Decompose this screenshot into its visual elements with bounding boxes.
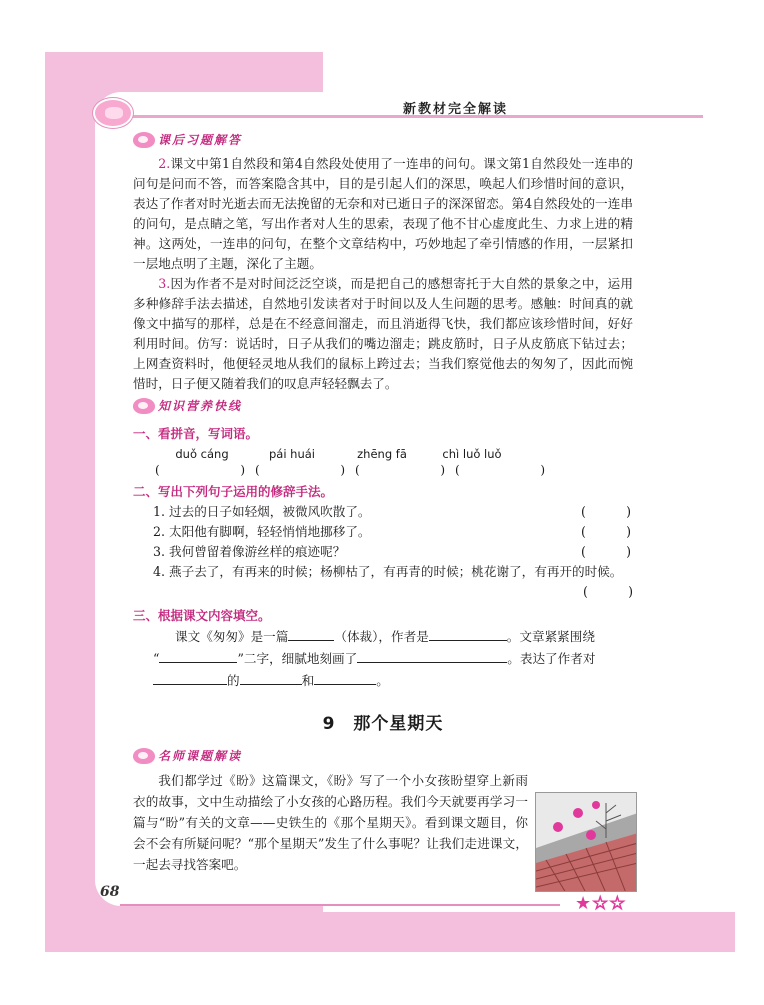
lesson-title: 9 那个星期天: [322, 714, 444, 734]
answer-paragraph-2: 2.课文中第1自然段和第4自然段处使用了一连串的问句。课文第1自然段处一连串的问句是问而不答，而答案隐含其中，目的是引起人们的深思，唤起人们珍惜时间的意识，表达了作者对时光逝去而无法挽留的无奈和对已逝日子的深深留恋。第4自然段处的一连串的问句，是点睛之笔，写出作者对人生的思索，表现了他不甘心虚度此生、力求上进的精神。这两处，一连串的问句，在整个文章结构中，巧妙地起了牵引情感的作用，一层紧扣一层地点明了主题，深化了主题。: [133, 156, 633, 271]
mascot-icon: [133, 748, 155, 764]
star-icon: ☆: [592, 893, 610, 914]
star-icon: ☆: [609, 893, 627, 914]
lesson-intro-text: 我们都学过《盼》这篇课文，《盼》写了一个小女孩盼望穿上新雨衣的故事，文中生动描绘了小女孩的心路历程。我们今天就要再学习一篇与“盼”有关的文章——史铁生的《那个星期天》。看到课文题目，你会不会有所疑问呢？“那个星期天”发生了什么事呢？让我们走进课文，一起去寻找答案吧。: [133, 773, 528, 872]
section-badge-teacher: 名师课题解读: [133, 746, 242, 766]
star-icon: ★: [575, 893, 593, 914]
question-1-heading: 一、看拼音，写词语。: [133, 426, 259, 441]
answer-blank[interactable]: ( ): [581, 524, 631, 539]
fill-blank[interactable]: [240, 671, 302, 685]
fill-blank[interactable]: [314, 671, 376, 685]
answer-blank[interactable]: ( ): [455, 463, 545, 477]
page-frame-bottom: [45, 912, 735, 952]
answer-blank[interactable]: ( ): [581, 504, 631, 519]
pinyin-item: chì luǒ luǒ: [442, 447, 502, 461]
page-content: [133, 128, 633, 875]
lesson-intro: [133, 770, 633, 875]
answer-blank-row: [155, 462, 545, 478]
pinyin-item: duǒ cáng: [175, 447, 229, 461]
difficulty-stars: [575, 893, 626, 914]
section-badge-knowledge: 知识营养快线: [133, 396, 242, 416]
rhetoric-sentence: 2. 太阳他有脚啊，轻轻悄悄地挪移了。 ( ): [153, 522, 631, 542]
section-badge-after-class: 课后习题解答: [133, 130, 242, 150]
header-title: 新教材完全解读: [403, 102, 509, 117]
rooftop-illustration-icon: [536, 793, 637, 892]
fill-blank[interactable]: [153, 671, 227, 685]
answer-blank[interactable]: ( ): [583, 584, 633, 599]
fill-blank[interactable]: [429, 627, 507, 641]
answer-blank[interactable]: ( ): [581, 544, 631, 559]
footer-rule: [120, 904, 560, 906]
rhetoric-sentence: 1. 过去的日子如轻烟，被微风吹散了。 ( ): [153, 502, 631, 522]
rhetoric-answer-row: [153, 582, 631, 602]
rhetoric-sentence: 3. 我何曾留着像游丝样的痕迹呢？ ( ): [153, 542, 631, 562]
pinyin-item: pái huái: [268, 447, 316, 461]
fill-in-text: 课文《匆匆》是一篇 （体裁），作者是 。文章紧紧围绕 “ ”二字，细腻地刻画了 。表达了作者对 的 和 。: [153, 629, 596, 688]
answer-blank[interactable]: ( ): [155, 463, 245, 477]
pinyin-row: [157, 446, 517, 462]
pinyin-item: zhēng fā: [357, 447, 407, 461]
page-number: 68: [100, 884, 120, 900]
book-logo-icon: [93, 98, 133, 128]
answer-paragraph-3: 3.因为作者不是对时间泛泛空谈，而是把自己的感想寄托于大自然的景象之中，运用多种修辞手法去描述，自然地引发读者对于时间以及人生问题的思考。感触：时间真的就像文中描写的那样，总是在不经意间溜走，而且消逝得飞快，我们都应该珍惜时间，好好利用时间。仿写：说话时，日子从我们的嘴边溜走；跳皮筋时，日子从皮筋底下钻过去；上网查资料时，他便轻灵地从我们的鼠标上跨过去；当我们察觉他去的匆匆了，因此而惋惜时，日子便又随着我们的叹息声轻轻飘去了。: [133, 276, 633, 391]
answer-blank[interactable]: ( ): [255, 463, 345, 477]
answer-blank[interactable]: ( ): [355, 463, 445, 477]
mascot-icon: [133, 398, 155, 414]
question-3-heading: 三、根据课文内容填空。: [133, 608, 271, 623]
fill-blank[interactable]: [159, 649, 237, 663]
question-2-heading: 二、写出下列句子运用的修辞手法。: [133, 484, 334, 499]
mascot-icon: [133, 132, 155, 148]
illustration-image: [535, 792, 637, 892]
rhetoric-sentence: 4. 燕子去了，有再来的时候；杨柳枯了，有再青的时候；桃花谢了，有再开的时候。: [153, 564, 623, 579]
fill-blank[interactable]: [288, 627, 334, 641]
fill-blank[interactable]: [357, 649, 507, 663]
